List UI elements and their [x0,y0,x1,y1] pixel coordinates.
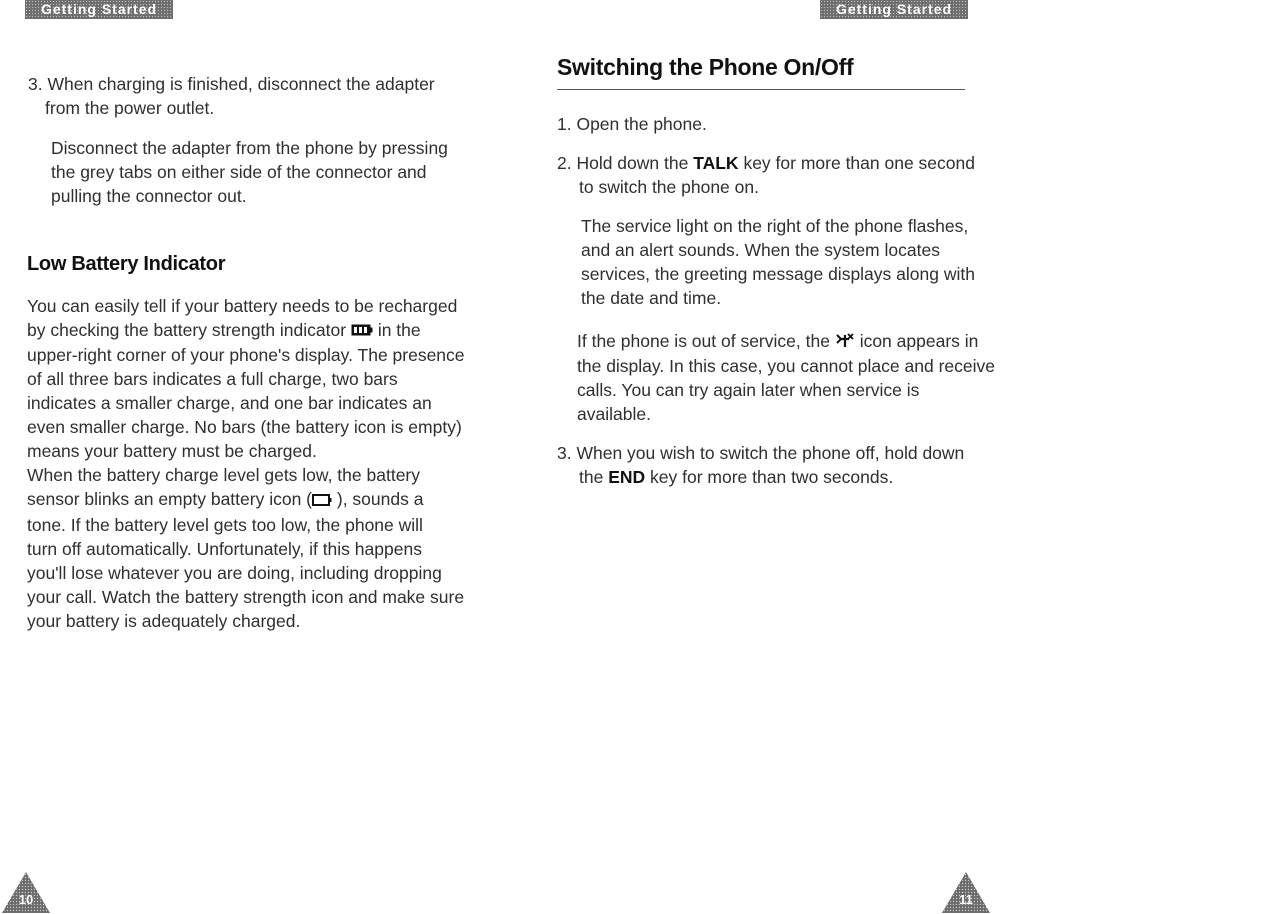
note1-line: The service light on the right of the phone flashes, [581,216,969,236]
note1-line: and an alert sounds. When the system locates [581,240,940,260]
no-service-icon [835,330,855,354]
end-key: END [608,467,646,487]
step2-text: to switch the phone on. [579,177,759,197]
paragraph-line: even smaller charge. No bars (the battery icon is empty) [27,417,462,438]
left-note [51,136,448,208]
paragraph-line: means your battery must be charged. [27,441,317,462]
step3-text: 3. When you wish to switch the phone off, hold down [557,443,965,463]
note2-line: calls. You can try again later when service is [577,380,920,401]
right-note1 [581,214,975,310]
step3-text: key for more than two seconds. [650,467,894,487]
note1-line: the date and time. [581,288,722,308]
step3-text: the [579,467,604,487]
left-note-line: Disconnect the adapter from the phone by pressing [51,138,448,158]
heading-rule [557,89,965,90]
paragraph-line: tone. If the battery level gets too low, the phone will [27,514,423,535]
page-number-text: 10 [18,892,34,907]
battery-full-icon [351,319,373,343]
paragraph-line: indicates a smaller charge, and one bar indicates an [27,393,432,414]
note2-line: If the phone is out of service, the [577,331,830,351]
note2-line: available. [577,404,651,425]
paragraph-line: you'll lose whatever you are doing, including dropping [27,562,442,583]
paragraph-line: ), sounds a [336,489,424,510]
battery-empty-icon [312,489,332,513]
note2-line: icon appears in [859,331,979,351]
right-step1: 1. Open the phone. [557,114,707,134]
talk-key: TALK [693,153,739,173]
right-step3 [557,441,964,489]
left-step3-line2: from the power outlet. [45,98,215,118]
page-number-right [940,870,992,914]
low-battery-paragraph [27,294,465,633]
paragraph-line: in the [377,320,421,340]
page-number-left [0,870,52,914]
paragraph-line: upper-right corner of your phone's display. The presence [27,345,465,366]
page-number-text: 11 [959,892,973,907]
left-step3-line1: 3. When charging is finished, disconnect the adapter [28,74,435,94]
low-battery-heading: Low Battery Indicator [27,253,226,275]
left-step3 [28,72,435,120]
step2-text: key for more than one second [743,153,975,173]
right-note2 [577,329,995,426]
paragraph-line: of all three bars indicates a full charge, two bars [27,369,398,390]
note1-line: services, the greeting message displays along with [581,264,975,284]
paragraph-line: When the battery charge level gets low, the battery [27,465,420,486]
paragraph-line: sensor blinks an empty battery icon ( [27,489,312,510]
left-note-line: pulling the connector out. [51,186,247,206]
note2-line: the display. In this case, you cannot place and receive [577,356,995,377]
paragraph-line: your battery is adequately charged. [27,610,301,631]
step2-text: 2. Hold down the [557,153,689,173]
header-tab-left: Getting Started [25,0,173,19]
right-step2 [557,151,975,199]
paragraph-line: your call. Watch the battery strength icon and make sure [27,586,465,607]
paragraph-line: You can easily tell if your battery needs to be recharged [27,296,458,316]
header-tab-right: Getting Started [820,0,968,19]
paragraph-line: by checking the battery strength indicator [27,320,347,340]
left-note-line: the grey tabs on either side of the connector and [51,162,427,182]
switching-heading: Switching the Phone On/Off [557,54,854,80]
paragraph-line: turn off automatically. Unfortunately, if this happens [27,538,422,559]
